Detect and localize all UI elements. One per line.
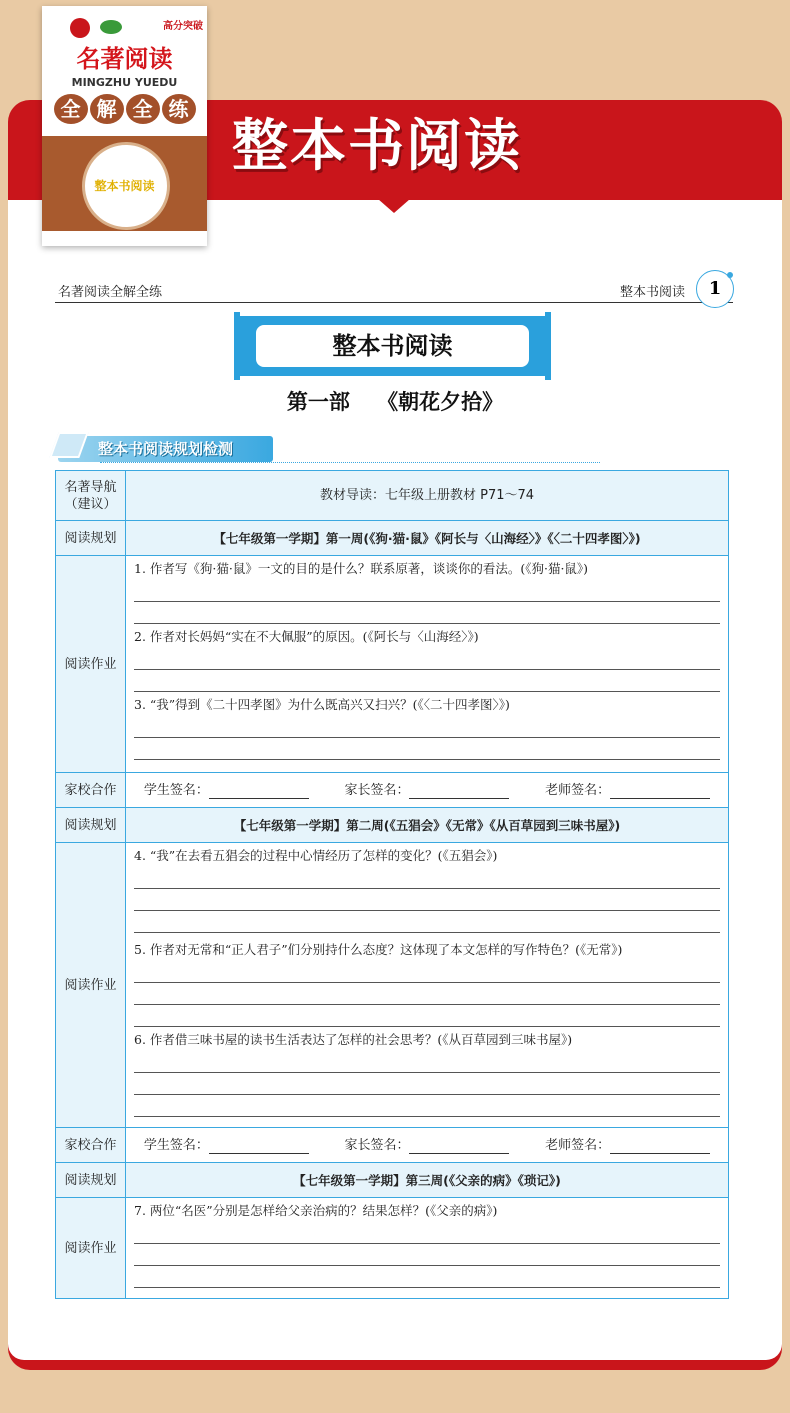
answer-line[interactable] [134,670,720,692]
table-row [56,1163,729,1198]
sign-text: 家长签名： [344,1137,410,1153]
answer-line[interactable] [134,716,720,738]
sign-text: 家长签名： [344,782,410,798]
answer-line[interactable] [134,1073,720,1095]
answer-line[interactable] [134,1266,720,1288]
cover-char: 练 [162,94,196,124]
parent-sign[interactable] [344,782,509,799]
sign-cell [126,773,729,808]
scroll-title: 整本书阅读 [256,325,529,367]
table-row [56,471,729,521]
question: 4. “我”在去看五猖会的过程中心情经历了怎样的变化？(《五猖会》) [134,848,498,863]
answer-line[interactable] [134,1095,720,1117]
question: 6. 作者借三味书屋的读书生活表达了怎样的社会思考？(《从百草园到三味书屋》) [134,1032,573,1047]
sign-cell [126,1128,729,1163]
publisher-logo-icon [70,18,90,38]
nav-value: 教材导读：七年级上册教材 P71～74 [126,471,729,521]
nav-label: 名著导航（建议） [56,471,126,521]
answer-line[interactable] [134,648,720,670]
table-row [56,1198,729,1299]
answer-line[interactable] [134,1244,720,1266]
teacher-sign[interactable] [545,782,710,799]
cover-char: 全 [54,94,88,124]
work-label: 阅读作业 [56,1198,126,1299]
sign-label: 家校合作 [56,1128,126,1163]
table-row [56,1128,729,1163]
answer-line[interactable] [134,867,720,889]
cover-char: 全 [126,94,160,124]
question: 7. 两位“名医”分别是怎样给父亲治病的？结果怎样？(《父亲的病》) [134,1203,498,1218]
plan-label: 阅读规划 [56,808,126,843]
table-row [56,773,729,808]
cover-title: 名著阅读 [76,45,173,73]
header-right: 整本书阅读 [619,285,685,300]
page-number: 1 [696,270,734,308]
plan-value: 【七年级第一学期】第二周(《五猖会》《无常》《从百草园到三味书屋》) [126,808,729,843]
cover-brand: 高分突破 [163,21,203,32]
work-cell [126,1198,729,1299]
student-sign[interactable] [144,1137,309,1154]
sign-text: 学生签名： [143,782,209,798]
cover-subtitle [42,94,207,124]
cover-char: 解 [90,94,124,124]
work-label: 阅读作业 [56,556,126,773]
answer-line[interactable] [134,580,720,602]
cover-center: 整本书阅读 [94,179,155,193]
answer-line[interactable] [134,738,720,760]
question: 5. 作者对无常和“正人君子”们分别持什么态度？这体现了本文怎样的写作特色？(《无常》) [134,942,623,957]
answer-line[interactable] [134,961,720,983]
parent-sign[interactable] [344,1137,509,1154]
banner-title: 整本书阅读 [232,114,522,179]
sign-text: 老师签名： [545,782,611,798]
cover-pinyin: MINGZHU YUEDU [71,76,178,89]
answer-line[interactable] [134,889,720,911]
question: 3. “我”得到《二十四孝图》为什么既高兴又扫兴？(《〈二十四孝图〉》) [134,697,510,712]
answer-line[interactable] [134,1222,720,1244]
answer-line[interactable] [134,911,720,933]
plan-value: 【七年级第一学期】第一周(《狗·猫·鼠》《阿长与〈山海经〉》《〈二十四孝图〉》) [126,521,729,556]
sign-text: 学生签名： [143,1137,209,1153]
plan-label: 阅读规划 [56,521,126,556]
table-row [56,521,729,556]
series-logo-icon [100,20,122,34]
scroll-title-frame [236,316,549,376]
sign-text: 老师签名： [545,1137,611,1153]
banner-notch [378,199,410,213]
plan-label: 阅读规划 [56,1163,126,1198]
book-cover [42,6,207,246]
dotted-divider [100,462,600,463]
section-title: 整本书阅读规划检测 [98,440,234,458]
answer-line[interactable] [134,1005,720,1027]
page-dot [727,272,733,278]
sign-label: 家校合作 [56,773,126,808]
work-label: 阅读作业 [56,843,126,1128]
work-cell [126,556,729,773]
answer-line[interactable] [134,1051,720,1073]
question: 1. 作者写《狗·猫·鼠》一文的目的是什么？联系原著，谈谈你的看法。(《狗·猫·鼠》) [134,561,589,576]
running-header [55,283,733,303]
answer-line[interactable] [134,602,720,624]
teacher-sign[interactable] [545,1137,710,1154]
table-row [56,843,729,1128]
table-row [56,556,729,773]
section-header [58,436,273,462]
student-sign[interactable] [144,782,309,799]
work-cell [126,843,729,1128]
answer-line[interactable] [134,983,720,1005]
header-left: 名著阅读全解全练 [58,285,163,300]
part-title: 第一部 《朝花夕拾》 [286,389,504,414]
plan-value: 【七年级第一学期】第三周(《父亲的病》《琐记》) [126,1163,729,1198]
reading-plan-table [55,470,729,1299]
question: 2. 作者对长妈妈“实在不大佩服”的原因。(《阿长与〈山海经〉》) [134,629,479,644]
table-row [56,808,729,843]
